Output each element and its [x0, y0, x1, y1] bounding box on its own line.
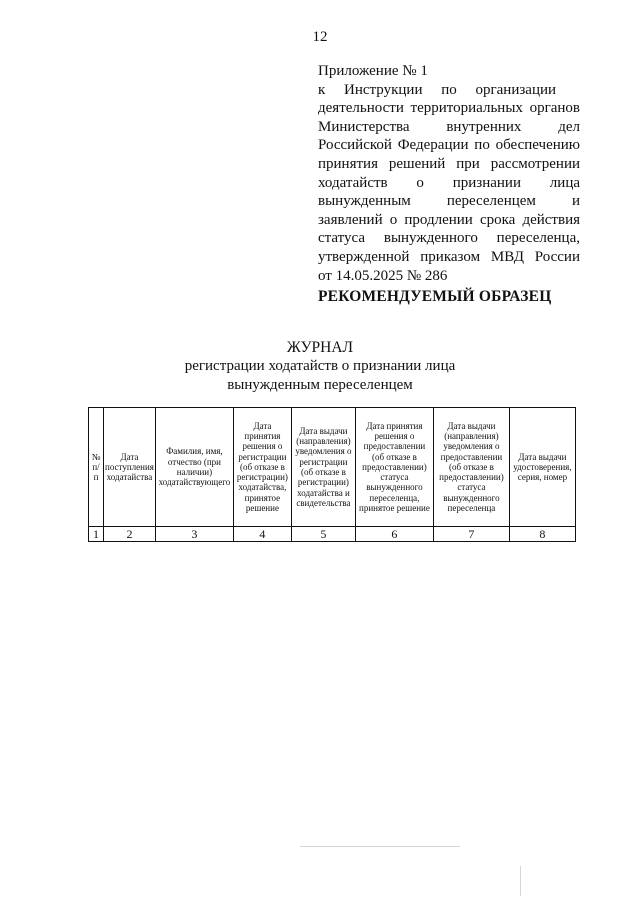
column-number: 7: [433, 527, 509, 542]
appendix-line: Российской Федерации по обеспечению: [318, 137, 580, 154]
column-header-status-notice: Дата выдачи (направления) уведомления о предоставлении (об отказе в предоставлении) статуса вынужденного переселенца: [433, 408, 509, 527]
appendix-heading: [318, 62, 580, 285]
table-header-row: [89, 408, 576, 527]
appendix-line: ходатайств о признании лица: [318, 174, 580, 191]
column-header-certificate: Дата выдачи удостоверения, серия, номер: [509, 408, 575, 527]
appendix-line: к Инструкции по организации: [318, 81, 557, 98]
appendix-line: от 14.05.2025 № 286: [318, 267, 448, 284]
column-header-status-decision: Дата принятия решения о предоставлении (об отказе в предоставлении) статуса вынужденного переселенца, принятое решение: [355, 408, 433, 527]
appendix-line: Приложение № 1: [318, 63, 428, 79]
page-number: 12: [312, 29, 328, 45]
appendix-line: принятия решений при рассмотрении: [318, 155, 580, 172]
appendix-line: Министерства внутренних дел: [318, 118, 580, 135]
appendix-line: деятельности территориальных органов: [318, 100, 580, 117]
journal-subtitle: [150, 357, 490, 395]
appendix-line: заявлений о продлении срока действия: [318, 211, 580, 228]
journal-subtitle-line: регистрации ходатайств о признании лица: [184, 358, 456, 374]
appendix-line: статуса вынужденного переселенца,: [318, 230, 580, 247]
column-header-full-name: Фамилия, имя, отчество (при наличии) ходатайствующего: [155, 408, 233, 527]
column-header-registration-decision: Дата принятия решения о регистрации (об отказе в регистрации) ходатайства, принятое решение: [233, 408, 291, 527]
journal-table: [88, 407, 576, 542]
column-number: 6: [355, 527, 433, 542]
journal-title: ЖУРНАЛ: [286, 339, 354, 356]
scan-streak: [300, 846, 460, 847]
column-number: 5: [291, 527, 355, 542]
column-number: 3: [155, 527, 233, 542]
column-number: 4: [233, 527, 291, 542]
column-header-index: № п/п: [89, 408, 104, 527]
column-number: 1: [89, 527, 104, 542]
column-header-receipt-date: Дата поступления ходатайства: [104, 408, 156, 527]
scan-streak: [520, 866, 521, 896]
column-number: 2: [104, 527, 156, 542]
appendix-line: утвержденной приказом МВД России: [318, 248, 580, 265]
sample-label: РЕКОМЕНДУЕМЫЙ ОБРАЗЕЦ: [318, 288, 552, 305]
appendix-line: вынужденным переселенцем и: [318, 193, 580, 210]
column-header-registration-notice: Дата выдачи (направления) уведомления о регистрации (об отказе в регистрации) ходатайства и свидетельства: [291, 408, 355, 527]
journal-subtitle-line: вынужденным переселенцем: [227, 377, 413, 393]
table-row: [89, 527, 576, 542]
column-number: 8: [509, 527, 575, 542]
